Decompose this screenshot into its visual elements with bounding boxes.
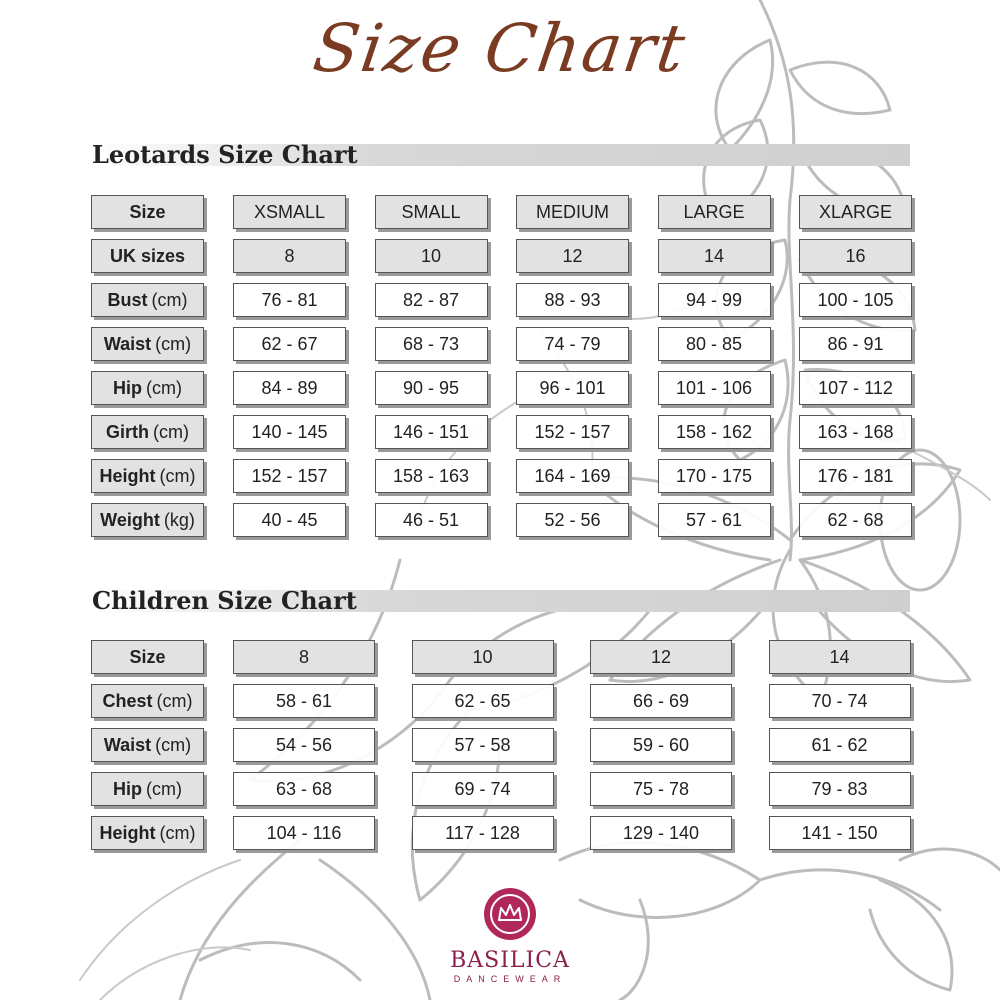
table-cell: 79 - 83 [769,772,911,806]
row-label: Waist [103,734,152,755]
row-label: Chest [102,690,153,711]
row-header-size [91,195,204,229]
crown-icon [484,888,536,940]
row-header-height [91,459,204,493]
table-cell: 69 - 74 [412,772,554,806]
table-cell: 104 - 116 [233,816,375,850]
table-cell: 152 - 157 [516,415,629,449]
row-header-uk-sizes [91,239,204,273]
row-header-waist [91,327,204,361]
children-heading: Children Size Chart [92,586,357,615]
table-cell: 10 [375,239,488,273]
table-cell: 8 [233,239,346,273]
table-cell: 62 - 68 [799,503,912,537]
row-unit: (cm) [146,377,182,398]
table-cell: 152 - 157 [233,459,346,493]
row-unit: (cm) [159,822,196,843]
row-header-waist [91,728,204,762]
table-cell: 40 - 45 [233,503,346,537]
row-label: Girth [106,421,149,442]
row-unit: (cm) [153,421,189,442]
table-cell: 12 [516,239,629,273]
table-cell: 14 [658,239,771,273]
table-cell: 90 - 95 [375,371,488,405]
table-cell: 57 - 58 [412,728,554,762]
brand-name: BASILICA [450,948,570,973]
row-header-size [91,640,204,674]
row-unit: (cm) [156,690,193,711]
table-cell: 68 - 73 [375,327,488,361]
table-cell: 107 - 112 [799,371,912,405]
table-cell: 52 - 56 [516,503,629,537]
table-cell: 10 [412,640,554,674]
row-label: Size [129,646,166,667]
table-cell: 57 - 61 [658,503,771,537]
leotards-heading: Leotards Size Chart [92,140,358,169]
table-cell: 82 - 87 [375,283,488,317]
table-cell: XSMALL [233,195,346,229]
table-cell: 117 - 128 [412,816,554,850]
table-cell: LARGE [658,195,771,229]
table-cell: MEDIUM [516,195,629,229]
leotards-section-header [90,142,910,168]
row-label: Height [99,465,156,486]
table-cell: 158 - 162 [658,415,771,449]
table-cell: 58 - 61 [233,684,375,718]
table-cell: 129 - 140 [590,816,732,850]
table-cell: 70 - 74 [769,684,911,718]
row-unit: (cm) [146,778,182,799]
row-header-hip [91,772,204,806]
row-label: Bust [107,289,148,310]
table-cell: 61 - 62 [769,728,911,762]
row-unit: (cm) [155,734,192,755]
table-cell: 100 - 105 [799,283,912,317]
table-cell: 94 - 99 [658,283,771,317]
table-cell: XLARGE [799,195,912,229]
table-cell: 141 - 150 [769,816,911,850]
row-unit: (cm) [151,289,188,310]
table-cell: 62 - 67 [233,327,346,361]
table-cell: 46 - 51 [375,503,488,537]
table-cell: 74 - 79 [516,327,629,361]
table-cell: 12 [590,640,732,674]
row-label: Hip [113,778,142,799]
row-label: Waist [103,333,152,354]
table-cell: 16 [799,239,912,273]
row-label: Height [99,822,156,843]
table-cell: SMALL [375,195,488,229]
row-label: UK sizes [109,245,186,266]
table-cell: 164 - 169 [516,459,629,493]
brand-subtitle: DANCEWEAR [453,974,567,984]
row-label: Size [129,201,166,222]
table-cell: 101 - 106 [658,371,771,405]
table-cell: 176 - 181 [799,459,912,493]
row-unit: (cm) [155,333,192,354]
table-cell: 80 - 85 [658,327,771,361]
table-cell: 163 - 168 [799,415,912,449]
row-label: Weight [100,509,160,530]
row-header-height [91,816,204,850]
children-section-header [90,588,910,614]
row-header-girth [91,415,204,449]
row-header-bust [91,283,204,317]
table-cell: 14 [769,640,911,674]
table-cell: 54 - 56 [233,728,375,762]
row-header-weight [91,503,204,537]
table-cell: 8 [233,640,375,674]
table-cell: 66 - 69 [590,684,732,718]
table-cell: 170 - 175 [658,459,771,493]
table-cell: 63 - 68 [233,772,375,806]
basilica-logo [440,888,580,998]
table-cell: 84 - 89 [233,371,346,405]
row-unit: (kg) [163,509,195,530]
row-header-chest [91,684,204,718]
table-cell: 96 - 101 [516,371,629,405]
row-unit: (cm) [159,465,196,486]
table-cell: 158 - 163 [375,459,488,493]
table-cell: 140 - 145 [233,415,346,449]
table-cell: 59 - 60 [590,728,732,762]
table-cell: 86 - 91 [799,327,912,361]
table-cell: 75 - 78 [590,772,732,806]
row-label: Hip [113,377,142,398]
table-cell: 62 - 65 [412,684,554,718]
page-title: Size Chart [308,10,692,87]
table-cell: 76 - 81 [233,283,346,317]
table-cell: 88 - 93 [516,283,629,317]
table-cell: 146 - 151 [375,415,488,449]
row-header-hip [91,371,204,405]
